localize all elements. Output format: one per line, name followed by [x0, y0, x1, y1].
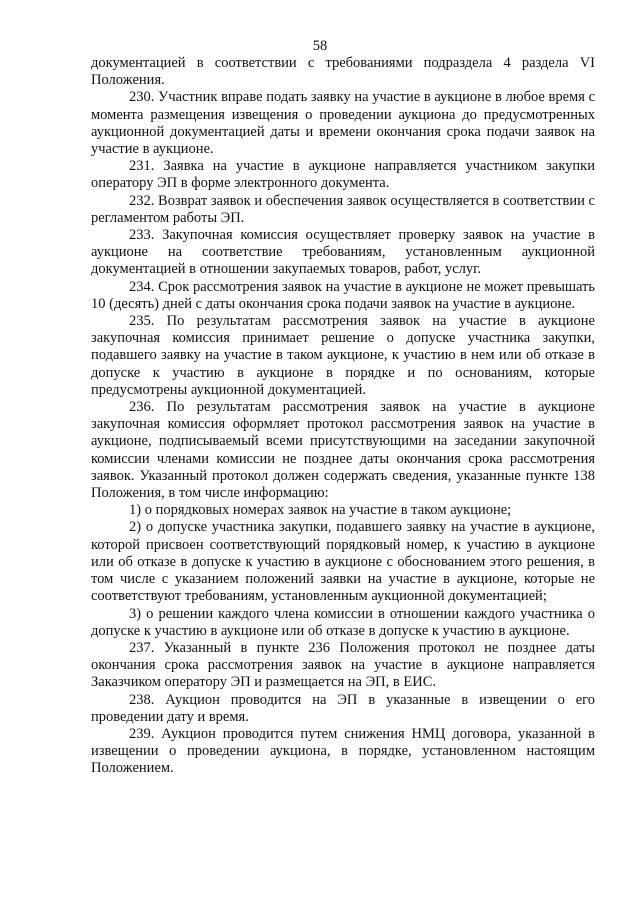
- paragraph-235: 235. По результатам рассмотрения заявок на участие в аукционе закупочная комиссия принимает решение о допуске участника закупки, подавшего заявку на участие в таком аукционе, к участию в нем или об отказе в допуске к участию в аукционе в порядке и по основаниям, которые предусмотрены аукционной документацией.: [91, 313, 595, 398]
- paragraph-continuation: документацией в соответствии с требованиями подраздела 4 раздела VI Положения.: [91, 55, 595, 89]
- paragraph-233: 233. Закупочная комиссия осуществляет проверку заявок на участие в аукционе на соответствие требованиям, установленным аукционной документацией в отношении закупаемых товаров, работ, услуг.: [91, 227, 595, 278]
- paragraph-231: 231. Заявка на участие в аукционе направляется участником закупки оператору ЭП в форме электронного документа.: [91, 158, 595, 192]
- paragraph-238: 238. Аукцион проводится на ЭП в указанные в извещении о его проведении дату и время.: [91, 691, 595, 725]
- paragraph-234: 234. Срок рассмотрения заявок на участие в аукционе не может превышать 10 (десять) дней с даты окончания срока подачи заявок на участие в аукционе.: [91, 278, 595, 312]
- paragraph-232: 232. Возврат заявок и обеспечения заявок осуществляется в соответствии с регламентом работы ЭП.: [91, 192, 595, 226]
- paragraph-236: 236. По результатам рассмотрения заявок на участие в аукционе закупочная комиссия оформляет протокол рассмотрения заявок на участие в аукционе, подписываемый всеми присутствующими на заседании закупочной комиссии членами комиссии не позднее даты окончания срока рассмотрения заявок. Указанный протокол должен содержать сведения, указанные пункте 138 Положения, в том числе информацию:: [91, 399, 595, 502]
- page-number: 58: [312, 38, 328, 54]
- list-item-1: 1) о порядковых номерах заявок на участие в таком аукционе;: [129, 502, 512, 519]
- list-item-2: 2) о допуске участника закупки, подавшего заявку на участие в аукционе, которой присвоен соответствующий порядковый номер, к участию в аукционе или об отказе в допуске к участию в аукционе с обоснованием этого решения, в том числе с указанием положений заявки на участие в аукционе, которые не соответствуют требованиям, установленным аукционной документацией;: [91, 519, 595, 605]
- paragraph-239: 239. Аукцион проводится путем снижения НМЦ договора, указанной в извещении о проведении аукциона, в порядке, установленном настоящим Положением.: [91, 725, 595, 777]
- list-item-3: 3) о решении каждого члена комиссии в отношении каждого участника о допуске к участию в аукционе или об отказе в допуске к участию в аукционе.: [91, 605, 595, 639]
- document-body: [91, 55, 595, 778]
- paragraph-230: 230. Участник вправе подать заявку на участие в аукционе в любое время с момента размещения извещения о проведении аукциона до предусмотренных аукционной документацией даты и времени окончания срока подачи заявок на участие в аукционе.: [91, 89, 595, 158]
- paragraph-237: 237. Указанный в пункте 236 Положения протокол не позднее даты окончания срока рассмотрения заявок на участие в аукционе направляется Заказчиком оператору ЭП и размещается на ЭП, в ЕИС.: [91, 639, 595, 691]
